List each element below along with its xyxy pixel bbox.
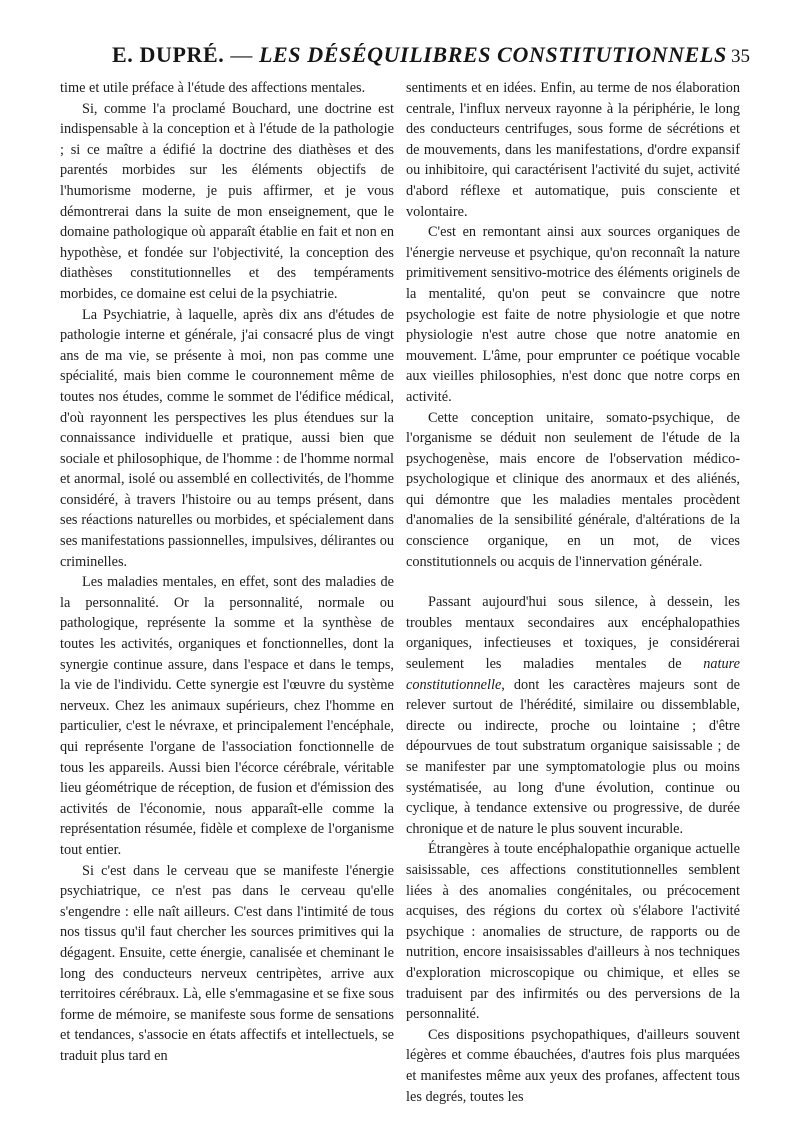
paragraph: Les maladies mentales, en effet, sont des maladies de la personnalité. Or la personnalité, normale ou pathologique, représente la somme et la synthèse de toutes les activités, organiques et fonctionnelles, dont la synergie continue assure, dans l'espace et dans le temps, la vie de l'individu. Cette synergie est l'œuvre du système nerveux. Chez les animaux supérieurs, chez l'homme en particulier, c'est le névraxe, et principalement l'encéphale, qui représente l'organe de l'association fonctionnelle de tous les appareils. Aussi bien l'écorce cérébrale, véritable lieu géométrique de réception, de fusion et d'émission des activités de l'économie, nous apparaît-elle comme la représentation résumée, fidèle et complexe de l'organisme tout entier.: [60, 574, 394, 858]
paragraph: Si c'est dans le cerveau que se manifeste l'énergie psychiatrique, ce n'est pas dans le cerveau qu'elle s'engendre : elle naît ailleurs. C'est dans l'intimité de tous nos tissus qu'il faut chercher les sources primitives qui la dégagent. Ensuite, cette énergie, canalisée et cheminant le long des conducteurs nerveux centripètes, arrive aux territoires cérébraux. Là, elle s'emmagasine et se fixe sous forme de mémoire, se manifeste sous forme de sensations et tendances, s'associe en états affectifs et intellectuels, se traduit plus tard en: [60, 862, 394, 1064]
work-title: LES DÉSÉQUILIBRES CONSTITUTIONNELS: [258, 42, 727, 67]
page-number: 35: [731, 46, 750, 67]
paragraph: C'est en remontant ainsi aux sources organiques de l'énergie nerveuse et psychique, qu'on reconnaît la nature primitivement sensitivo-motrice des éléments originels de la mentalité, qu'on peut se convaincre que notre psychologie est faite de notre physiologie et que notre physiologie n'est autre chose que notre anatomie en mouvement. L'âme, pour emprunter ce poétique vocable aux vieilles philosophies, n'est donc que notre corps en activité.: [406, 224, 740, 405]
paragraph: Si, comme l'a proclamé Bouchard, une doctrine est indispensable à la conception et à l'étude de la pathologie ; si ce maître a édifié la doctrine des diathèses et des parentés morbides sur les éléments objectifs de l'humorisme moderne, je puis affirmer, et je vous démontrerai dans la suite de mon enseignement, que le domaine pathologique où apparaît établie en fait et non en hypothèse, et fondée sur l'objectivité, la conception des diathèses constitutionnelles et des tempéraments morbides, ce domaine est celui de la psychiatrie.: [60, 100, 394, 302]
paragraph: time et utile préface à l'étude des affections mentales.: [60, 80, 366, 96]
running-head: [60, 42, 750, 72]
paragraph: [406, 592, 740, 839]
paragraph: Ces dispositions psychopathiques, d'ailleurs souvent légères et comme ébauchées, d'autres fois plus marquées et manifestes même aux yeux des profanes, affectent tous les degrés, toutes les: [406, 1026, 740, 1105]
paragraph-text: Passant aujourd'hui sous silence, à dessein, les troubles mentaux secondaires aux encéphalopathies organiques, infectieuses et toxiques, je considérerai seulement les maladies mentales de: [406, 594, 740, 673]
paragraph: La Psychiatrie, à laquelle, après dix ans d'études de pathologie interne et générale, j'ai consacré plus de vingt ans de ma vie, se présente à moi, non pas comme une spécialité, mais bien comme le couronnement même de toutes nos études, comme le sommet de l'édifice médical, d'où rayonnent les perspectives les plus étendues sur la connaissance individuelle et pratique, aussi bien que sociale et philosophique, de l'homme : de l'homme normal et anormal, isolé ou assemblé en collectivités, de l'homme considéré, à travers l'histoire ou au temps présent, dans ses réactions naturelles ou morbides, et spécialement dans ses manifestations passionnelles, impulsives, délirantes ou criminelles.: [60, 306, 394, 570]
paragraph: Cette conception unitaire, somato-psychique, de l'organisme se déduit non seulement de l'étude de la psychogenèse, mais encore de l'observation médico-psychologique et clinique des anormaux et des aliénés, qui démontre que les maladies mentales procèdent d'anomalies de la sensibilité générale, d'altérations de la conscience organique, en un mot, de vices constitutionnels ou acquis de l'innervation générale.: [406, 409, 740, 570]
emphasized-term: nature constitutionnelle: [406, 656, 740, 693]
paragraph: sentiments et en idées. Enfin, au terme de nos élaboration centrale, l'influx nerveux rayonne à la périphérie, le long des conducteurs centrifuges, sous forme de sécrétions et de mouvements, dans les manifestations, d'ordre expansif ou inhibitoire, qui caractérisent l'activité du sujet, activité d'abord réflexe et automatique, puis consciente et volontaire.: [406, 80, 740, 220]
paragraph: Étrangères à toute encéphalopathie organique actuelle saisissable, ces affections constitutionnelles semblent liées à des anomalies congénitales, ou précocement acquises, des régions du cortex où s'élabore l'activité psychique : anomalies de structure, de rapports ou de nutrition, encore insaisissables d'ailleurs à nos techniques d'exploration microscopique ou chimique, et elles se traduisent par des infirmités ou des perversions de la personnalité.: [406, 841, 740, 1023]
left-column: [60, 78, 394, 1067]
title-dash: —: [230, 42, 253, 67]
paragraph-text: , dont les caractères majeurs sont de relever surtout de l'hérédité, similaire ou dissemblable, directe ou indirecte, proche ou lointaine ; d'être dépourvues de tout substratum organique saisissable ; de se manifester par une symptomatologie plus ou moins systématisée, au long d'une évolution, continue ou cyclique, à tendance extensive ou progressive, de durée chronique et de nature le plus souvent incurable.: [406, 676, 740, 837]
right-column: [406, 78, 740, 1107]
author-name: E. DUPRÉ.: [112, 42, 225, 67]
running-title: [112, 42, 727, 68]
